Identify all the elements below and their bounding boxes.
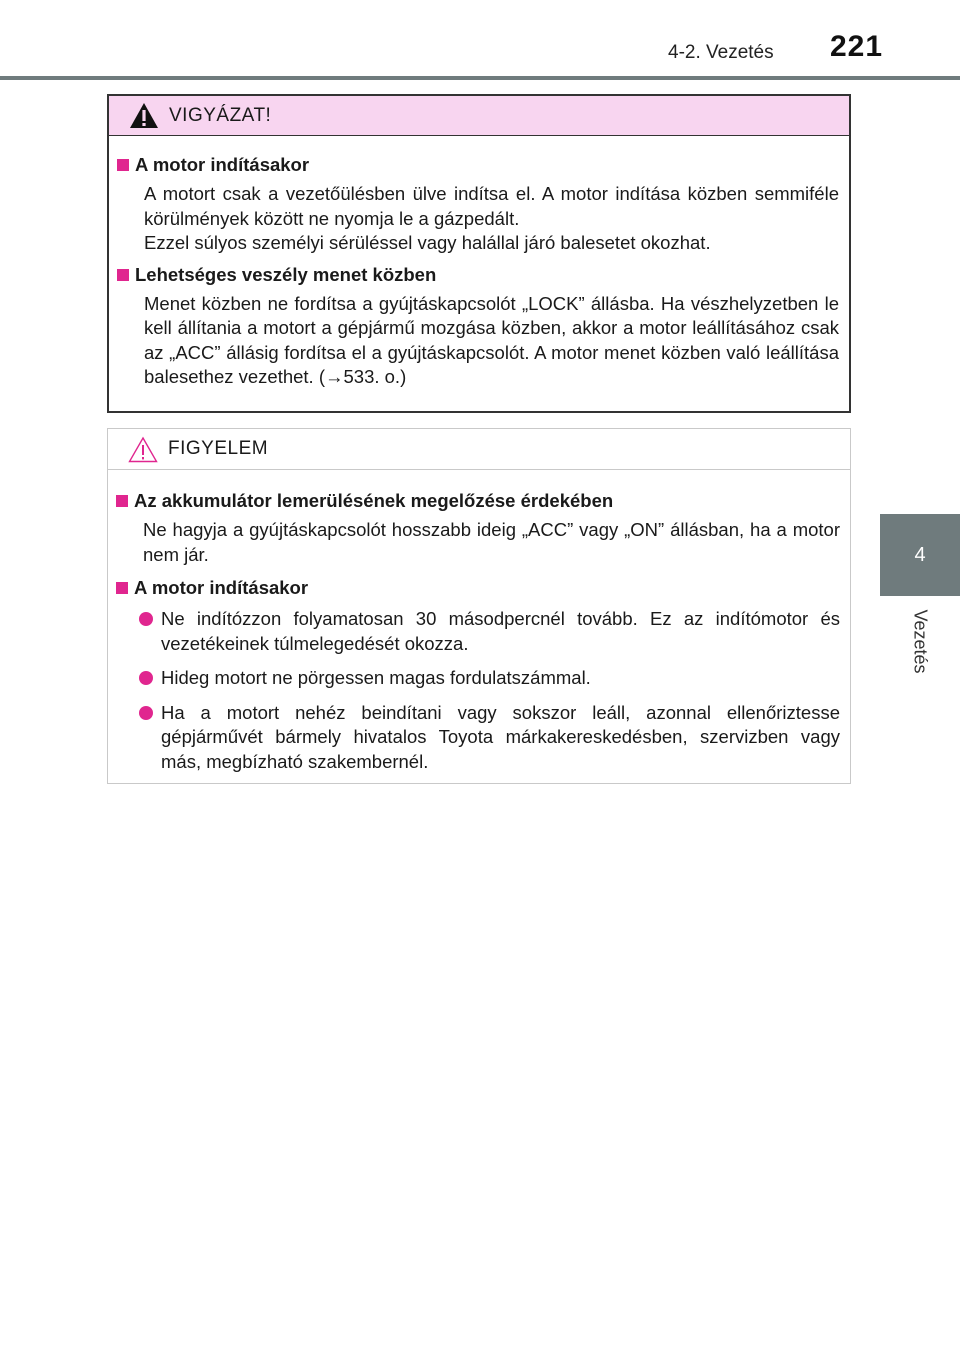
notice-box-title: FIGYELEM <box>168 438 269 459</box>
bullet-dot-icon <box>139 671 153 685</box>
list-item <box>139 607 840 656</box>
notice-section-title <box>116 490 840 512</box>
warning-paragraph: A motort csak a vezetőülésben ülve indítsa el. A motor indítása közben semmiféle körülmények között ne nyomja le a gázpedált. <box>144 183 839 229</box>
warning-paragraph: Menet közben ne fordítsa a gyújtáskapcsolót „LOCK” állásba. Ha vészhelyzetben le kell állítania a motort a gépjármű mozgása közben, akkor a motor leállításához csak az „ACC” állásig fordítsa el a gyújtáskapcsolót. A motor menet közben való leállítása balesethez vezethet. (→533. o.) <box>144 292 839 387</box>
warning-section-title <box>117 154 839 176</box>
notice-section-title-text: Az akkumulátor lemerülésének megelőzése érdekében <box>134 490 614 511</box>
warning-box-body <box>109 136 849 390</box>
section-marker-icon <box>116 495 128 507</box>
list-item <box>139 666 840 691</box>
warning-section-title <box>117 264 839 286</box>
list-item-text: Ne indítózzon folyamatosan 30 másodpercnél tovább. Ez az indítómotor és vezetékeinek túlmelegedését okozza. <box>161 608 840 654</box>
warning-box-header <box>109 96 849 136</box>
list-item-text: Hideg motort ne pörgessen magas fordulatszámmal. <box>161 667 591 688</box>
list-item-text: Ha a motort nehéz beindítani vagy sokszor leáll, azonnal ellenőriztesse gépjárművét bármely hivatalos Toyota márkakereskedésben, szervizben vagy más, megbízható szakembernél. <box>161 701 840 772</box>
header-rule <box>0 76 960 80</box>
notice-box-header <box>108 429 850 470</box>
list-item <box>139 701 840 775</box>
warning-triangle-filled-icon <box>129 102 159 129</box>
notice-box <box>107 428 851 784</box>
warning-triangle-outline-icon <box>128 436 158 463</box>
bullet-dot-icon <box>139 612 153 626</box>
chapter-label-text: Vezetés <box>910 608 931 674</box>
notice-section-title-text: A motor indításakor <box>134 577 309 598</box>
notice-section-title <box>116 577 840 599</box>
section-marker-icon <box>117 159 129 171</box>
section-marker-icon <box>117 269 129 281</box>
warning-section-title-text: Lehetséges veszély menet közben <box>135 263 437 285</box>
warning-box-title: VIGYÁZAT! <box>169 104 272 126</box>
bullet-dot-icon <box>139 706 153 720</box>
notice-paragraph: Ne hagyja a gyújtáskapcsolót hosszabb ideig „ACC” vagy „ON” állásban, ha a motor nem jár. <box>143 519 840 565</box>
warning-box <box>107 94 851 413</box>
chapter-number: 4 <box>914 543 926 566</box>
header-section-title: 4-2. Vezetés <box>668 42 774 63</box>
section-marker-icon <box>116 582 128 594</box>
page-number: 221 <box>830 30 884 63</box>
warning-section-title-text: A motor indításakor <box>135 154 310 175</box>
chapter-label <box>880 596 960 686</box>
warning-paragraph: Ezzel súlyos személyi sérüléssel vagy halállal járó balesetet okozhat. <box>144 232 711 253</box>
notice-box-body <box>108 470 850 774</box>
chapter-tab[interactable] <box>880 514 960 596</box>
